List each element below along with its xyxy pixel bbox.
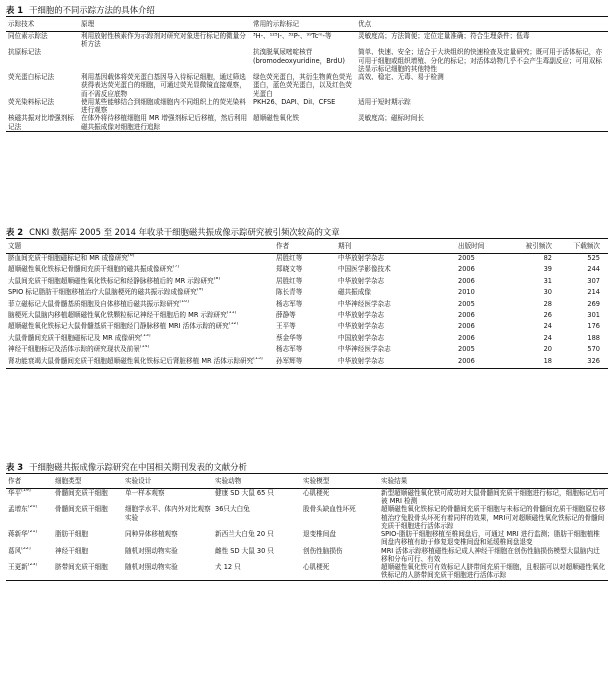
table-3-col-animal: 实验动物 [215,476,242,485]
download-count-cell [560,300,608,311]
cell-type-cell [53,505,123,530]
model-cell [301,530,379,546]
table-1-number: 表 1 [6,5,24,15]
animal-cell [213,530,301,546]
download-count-cell-text: 525 [587,254,600,262]
year-cell-text: 2006 [458,333,475,342]
principle-cell-text: 利用放射性核素作为示踪剂对研究对象进行标记的微量分析方法 [81,32,246,49]
citation-ref: [6] [127,253,135,258]
cited-count-cell-text: 31 [543,276,552,285]
design-cell-text: 同种异体移植观察 [125,530,178,539]
table-1-row [6,48,608,73]
table-2-row [6,277,608,288]
model-cell-text: 心肌梗死 [303,489,330,497]
journal-cell [336,322,456,333]
table-3-caption [6,461,608,473]
table-2-col-journal: 期刊 [338,241,352,250]
year-cell [456,334,512,345]
animal-cell-text: 犬 12 只 [215,563,241,572]
cited-count-cell-text: 24 [543,333,552,342]
marker-cell [251,114,356,131]
download-count-cell-text: 301 [587,310,600,319]
author-cell-text: 华平 [8,489,22,497]
table-1-col-tech: 示踪技术 [8,19,35,28]
table-2-row [6,311,608,322]
cell-type-cell-text: 脂肪干细胞 [55,530,88,539]
design-cell-text: 单一样本观察 [125,489,165,497]
model-cell-text: 心肌梗死 [303,563,330,572]
model-cell-text: 创伤性脑损伤 [303,546,343,555]
design-cell [123,547,213,563]
design-cell-text: 随机对照动物实验 [125,546,178,555]
result-cell-text: 超顺磁性氧化铁可有效标记人脐带间充质干细胞，且根据可以对超顺磁性氧化铁标记的人脐带间充质干细胞进行活体示踪 [381,563,606,580]
table-3-col-cell: 细胞类型 [55,476,82,485]
table-1-body [6,32,608,132]
marker-cell-text: PKH26、DAPI、DiI、CFSE [253,97,336,106]
result-cell-text: 新型超顺磁性氧化铁可成功对大鼠骨髓间充质干细胞进行标记，细胞标记后可被 MRI 检测 [381,489,606,506]
download-count-cell-text: 176 [587,322,600,331]
year-cell-text: 2005 [458,254,475,262]
journal-cell-text: 中华神经医学杂志 [338,299,391,308]
author-cell [6,563,53,580]
journal-cell-text: 磁共振成像 [338,288,371,297]
journal-cell-text: 中华放射学杂志 [338,310,385,319]
table-3-row [6,547,608,563]
citation-ref: [20] [27,505,38,510]
year-cell [456,265,512,276]
article-title-cell-text: 脐血间充质干细胞磁标记和 MR 成像研究 [8,254,128,262]
author-cell [6,489,53,506]
animal-cell-text: 新西兰大白兔 20 只 [215,530,274,539]
advantage-cell-text: 灵敏度高；方法简便；定位定量准确；符合生理条件；低毒 [358,32,530,40]
table-2-number: 表 2 [6,227,24,237]
download-count-cell [560,288,608,299]
advantage-cell [356,73,608,98]
table-3-number: 表 3 [6,462,24,472]
table-1-row [6,114,608,131]
article-title-cell-text: 超顺磁性氧化铁标记骨髓间充质干细胞的磁共振成像研究 [8,265,173,274]
author-cell-text: 蔡金华等 [276,333,303,342]
download-count-cell [560,322,608,333]
year-cell-text: 2010 [458,288,475,297]
author-cell-text: 孟增东 [8,505,28,514]
technique-cell [6,32,79,49]
table-2-title: CNKI 数据库 2005 至 2014 年收录干细胞磁共振成像示踪研究被引频次较高的文章 [29,227,340,237]
principle-cell [79,98,251,114]
table-3-col-author: 作者 [8,476,22,485]
author-cell [274,300,336,311]
cell-type-cell [53,547,123,563]
year-cell-text: 2006 [458,310,475,319]
download-count-cell [560,334,608,345]
table-2-row [6,288,608,299]
principle-cell [79,114,251,131]
year-cell [456,311,512,322]
article-title-cell-text: SPIO 标记脂肪干细胞移植治疗大鼠脑梗死的磁共振示踪成像研究 [8,288,197,297]
cited-count-cell-text: 39 [543,265,552,274]
journal-cell [336,334,456,345]
table-2-col-year: 出版时间 [458,241,485,250]
animal-cell [213,505,301,530]
marker-cell [251,98,356,114]
cited-count-cell [512,254,560,266]
author-cell-text: 王更新 [8,563,28,572]
year-cell-text: 2006 [458,356,475,365]
table-2-body [6,254,608,369]
journal-cell-text: 中华放射学杂志 [338,322,385,331]
download-count-cell-text: 214 [587,288,600,297]
principle-cell [79,32,251,49]
citation-ref: [19] [21,488,31,493]
table-2-caption [6,226,608,238]
cited-count-cell-text: 20 [543,345,552,354]
animal-cell [213,547,301,563]
author-cell [274,334,336,345]
table-2-row [6,357,608,369]
journal-cell [336,311,456,322]
year-cell-text: 2006 [458,265,475,274]
design-cell-text: 细胞学水平、体内外对比观察实验 [125,505,211,522]
cited-count-cell [512,311,560,322]
author-cell-text: 郑晓文等 [276,265,303,274]
author-cell-text: 居胜红等 [276,254,303,262]
cell-type-cell-text: 骨髓间充质干细胞 [55,505,108,514]
journal-cell [336,265,456,276]
advantage-cell-text: 适用于短时期示踪 [358,97,411,106]
table-1-row [6,32,608,49]
advantage-cell [356,114,608,131]
citation-ref: [8] [213,276,221,281]
year-cell [456,300,512,311]
table-3-title: 干细胞磁共振成像示踪研究在中国相关期刊发表的文献分析 [29,462,247,472]
cited-count-cell-text: 18 [543,356,552,365]
author-cell [274,322,336,333]
journal-cell [336,357,456,369]
table-1-caption [6,4,608,16]
table-2-col-title: 文题 [8,241,22,250]
year-cell [456,345,512,356]
table-2-col-author: 作者 [276,241,290,250]
cited-count-cell [512,345,560,356]
marker-cell-text: ³H-、¹²⁵I-、³²P-、⁹⁹Tcᵐ-等 [253,32,332,40]
advantage-cell-text: 高效、稳定、无毒、易于检测 [358,73,444,82]
citation-ref: [13] [141,333,151,338]
table-3-col-design: 实验设计 [125,476,152,485]
cited-count-cell [512,288,560,299]
table-2-header-row [6,239,608,254]
download-count-cell-text: 269 [587,299,600,308]
author-cell [274,357,336,369]
result-cell [379,489,608,506]
article-title-cell-text: 大鼠间充质干细胞超顺磁性氧化铁标记和经静脉移植后的 MR 示踪研究 [8,276,214,285]
table-2-row [6,334,608,345]
article-title-cell [6,345,274,356]
author-cell [274,345,336,356]
result-cell-text: SPIO-脂肪干细胞移植至椎间盘后，可通过 MRI 进行监测；脂肪干细胞植椎间盘内移植有助于修复退变椎间盘和延缓椎间盘退变 [381,530,600,547]
author-cell-text: 杨志军等 [276,345,303,354]
citation-ref: [15] [253,356,263,361]
table-2-col-downloads: 下载频次 [573,241,600,250]
article-title-cell-text: 菲立磁标记大鼠骨髓基质细胞及自体移植后磁共振示踪研究 [8,299,180,308]
principle-cell-text: 利用基因载体将荧光蛋白基因导入待标记细胞，通过筛选获得表达荧光蛋白的细胞，可通过荧光显微镜直接观察，而不需反应底物 [81,73,246,98]
download-count-cell [560,345,608,356]
table-1-col-advantage: 优点 [358,19,372,28]
advantage-cell [356,32,608,49]
download-count-cell [560,311,608,322]
cited-count-cell [512,357,560,369]
cell-type-cell-text: 神经干细胞 [55,546,88,555]
table-3-header-row [6,474,608,489]
animal-cell [213,563,301,580]
marker-cell-text: 抗溴脱氧尿嘧啶核苷(bromodeoxyuridine，BrdU) [253,48,345,65]
table-2-row [6,265,608,276]
cited-count-cell [512,277,560,288]
design-cell-text: 随机对照动物实验 [125,563,178,572]
design-cell [123,530,213,546]
technique-cell [6,114,79,131]
article-title-cell-text: 神经干细胞标记及活体示踪的研究现状及前景 [8,345,140,354]
animal-cell [213,489,301,506]
model-cell-text: 退变椎间盘 [303,530,336,539]
table-2-row [6,345,608,356]
table-3-row [6,489,608,506]
animal-cell-text: 36只大白兔 [215,505,250,514]
result-cell [379,505,608,530]
design-cell [123,489,213,506]
table-3 [6,461,608,581]
technique-cell-text: 同位素示踪法 [8,32,48,40]
advantage-cell-text: 简单、快速、安全；适合于大块组织的快速检查及定量研究；既可用于活体标记，亦可用于细胞或组织增殖、分化的标记；对活体动物几乎不会产生毒副反应；可用双标法显示标记细胞的其他特性 [358,48,602,73]
result-cell [379,563,608,580]
animal-cell-text: 健康 SD 大鼠 65 只 [215,489,275,497]
year-cell-text: 2005 [458,299,475,308]
article-title-cell [6,254,274,266]
year-cell-text: 2006 [458,276,475,285]
table-3-row [6,563,608,580]
download-count-cell [560,357,608,369]
citation-ref: [23] [27,563,38,568]
principle-cell [79,48,251,73]
technique-cell-text: 荧光染料标记法 [8,97,55,106]
table-3-col-model: 实验模型 [303,476,330,485]
author-cell [274,254,336,266]
author-cell [274,288,336,299]
year-cell [456,357,512,369]
article-title-cell [6,265,274,276]
model-cell [301,489,379,506]
model-cell [301,547,379,563]
marker-cell-text: 绿色荧光蛋白，其衍生物黄色荧光蛋白，蓝色荧光蛋白，以及红色荧光蛋白 [253,73,352,98]
model-cell-text: 股骨头缺血性坏死 [303,505,356,514]
table-3-grid [6,473,608,581]
table-1-title: 干细胞的不同示踪方法的具体介绍 [29,5,155,15]
cited-count-cell-text: 30 [543,288,552,297]
author-cell-text: 居胜红等 [276,276,303,285]
animal-cell-text: 雌性 SD 大鼠 30 只 [215,546,275,555]
journal-cell-text: 中华神经医学杂志 [338,345,391,354]
citation-ref: [14] [139,345,150,350]
author-cell [274,311,336,322]
table-1-header-row [6,17,608,32]
cited-count-cell [512,322,560,333]
principle-cell-text: 在体外将待移植细胞用 MR 增强剂标记后移植，然后利用磁共振成像对细胞进行追踪 [81,114,248,131]
technique-cell [6,98,79,114]
year-cell-text: 2005 [458,345,475,354]
article-title-cell [6,357,274,369]
model-cell [301,505,379,530]
result-cell-text: 超顺磁性氧化铁标记的骨髓间充质干细胞与未标记的骨髓间充质干细胞原位移植治疗兔股骨头坏死有着同样的效果，MRI可对超顺磁性氧化铁标记的骨髓间充质干细胞进行活体示踪 [381,505,606,530]
table-2-row [6,300,608,311]
author-cell-text: 孙军辉等 [276,356,303,365]
table-1-col-principle: 原理 [81,19,95,28]
article-title-cell-text: 肾功能衰竭大鼠骨髓间充质干细胞超顺磁性氧化铁标记后肾脏移植 MR 活体示踪研究 [8,356,254,365]
cited-count-cell [512,334,560,345]
article-title-cell [6,277,274,288]
technique-cell-text: 核磁共振对比增强剂标记法 [8,114,74,131]
principle-cell-text: 使用某些能够结合到细胞或细胞内不同组织上的荧光染料进行观察 [81,97,246,115]
article-title-cell [6,322,274,333]
citation-ref: [21] [27,530,38,535]
cited-count-cell-text: 28 [543,299,552,308]
cell-type-cell [53,563,123,580]
cell-type-cell-text: 脐带间充质干细胞 [55,563,108,572]
download-count-cell-text: 307 [587,276,600,285]
author-cell-text: 王平等 [276,322,296,331]
cell-type-cell [53,530,123,546]
marker-cell [251,32,356,49]
cell-type-cell-text: 骨髓间充质干细胞 [55,489,108,497]
year-cell [456,322,512,333]
result-cell [379,547,608,563]
cited-count-cell [512,300,560,311]
principle-cell [79,73,251,98]
cited-count-cell-text: 82 [543,254,552,262]
table-1-row [6,98,608,114]
article-title-cell-text: 大鼠骨髓间充质干细胞磁标记及 MR 成像研究 [8,333,142,342]
journal-cell [336,345,456,356]
article-title-cell [6,300,274,311]
year-cell [456,288,512,299]
journal-cell [336,288,456,299]
year-cell-text: 2006 [458,322,475,331]
citation-ref: [9] [196,288,204,293]
journal-cell-text: 中华放射学杂志 [338,276,385,285]
table-2-grid [6,238,608,369]
journal-cell [336,254,456,266]
table-3-col-result: 实验结果 [381,476,408,485]
year-cell [456,254,512,266]
advantage-cell [356,48,608,73]
technique-cell [6,48,79,73]
marker-cell-text: 超顺磁性氧化铁 [253,114,300,123]
author-cell-text: 杨志军等 [276,299,303,308]
journal-cell-text: 中华放射学杂志 [338,356,385,365]
download-count-cell-text: 570 [587,345,600,354]
journal-cell [336,277,456,288]
design-cell [123,563,213,580]
advantage-cell [356,98,608,114]
marker-cell [251,48,356,73]
table-2-col-cited: 被引频次 [525,241,552,250]
table-3-row [6,530,608,546]
download-count-cell [560,254,608,266]
citation-ref: [11] [226,310,237,315]
journal-cell-text: 中国放射学杂志 [338,333,385,342]
download-count-cell-text: 326 [587,356,600,365]
author-cell [6,530,53,546]
table-3-body [6,489,608,581]
cell-type-cell [53,489,123,506]
author-cell [6,547,53,563]
journal-cell-text: 中华放射学杂志 [338,254,385,262]
citation-ref: [7] [172,265,180,270]
author-cell [274,265,336,276]
cited-count-cell-text: 24 [543,322,552,331]
model-cell [301,563,379,580]
author-cell [274,277,336,288]
table-1-grid [6,16,608,132]
citation-ref: [22] [21,546,31,551]
technique-cell-text: 抗原标记法 [8,48,41,57]
table-3-row [6,505,608,530]
article-title-cell [6,288,274,299]
download-count-cell [560,265,608,276]
design-cell [123,505,213,530]
article-title-cell-text: 超顺磁性氧化铁标记大鼠骨髓基质干细胞经门静脉移植 MRI 活体示踪的研究 [8,322,229,331]
table-1-row [6,73,608,98]
author-cell-text: 葛风 [8,546,22,555]
table-1-col-marker: 常用的示踪标记 [253,19,300,28]
download-count-cell [560,277,608,288]
cited-count-cell [512,265,560,276]
technique-cell [6,73,79,98]
journal-cell [336,300,456,311]
author-cell-text: 蒋新华 [8,530,28,539]
table-2-row [6,322,608,333]
download-count-cell-text: 188 [587,333,600,342]
year-cell [456,277,512,288]
article-title-cell [6,311,274,322]
table-2-row [6,254,608,266]
marker-cell [251,73,356,98]
article-title-cell [6,334,274,345]
cited-count-cell-text: 26 [543,310,552,319]
download-count-cell-text: 244 [587,265,600,274]
table-1 [6,4,608,132]
citation-ref: [10] [179,299,189,304]
citation-ref: [12] [228,322,239,327]
advantage-cell-text: 灵敏度高；磁标时间长 [358,114,424,123]
result-cell-text: MRI 活体示踪移植磁性标记成人神经干细胞在创伤性脑损伤模型大鼠脑内迁移和分布可行、有效 [381,546,600,563]
result-cell [379,530,608,546]
author-cell-text: 薛静等 [276,310,296,319]
table-2 [6,226,608,369]
author-cell [6,505,53,530]
journal-cell-text: 中国医学影像技术 [338,265,391,274]
technique-cell-text: 荧光蛋白标记法 [8,73,55,82]
article-title-cell-text: 脑梗死大鼠脑内移植超顺磁性氧化铁颗粒标记神经干细胞后的 MR 示踪研究 [8,310,227,319]
author-cell-text: 陈长青等 [276,288,303,297]
